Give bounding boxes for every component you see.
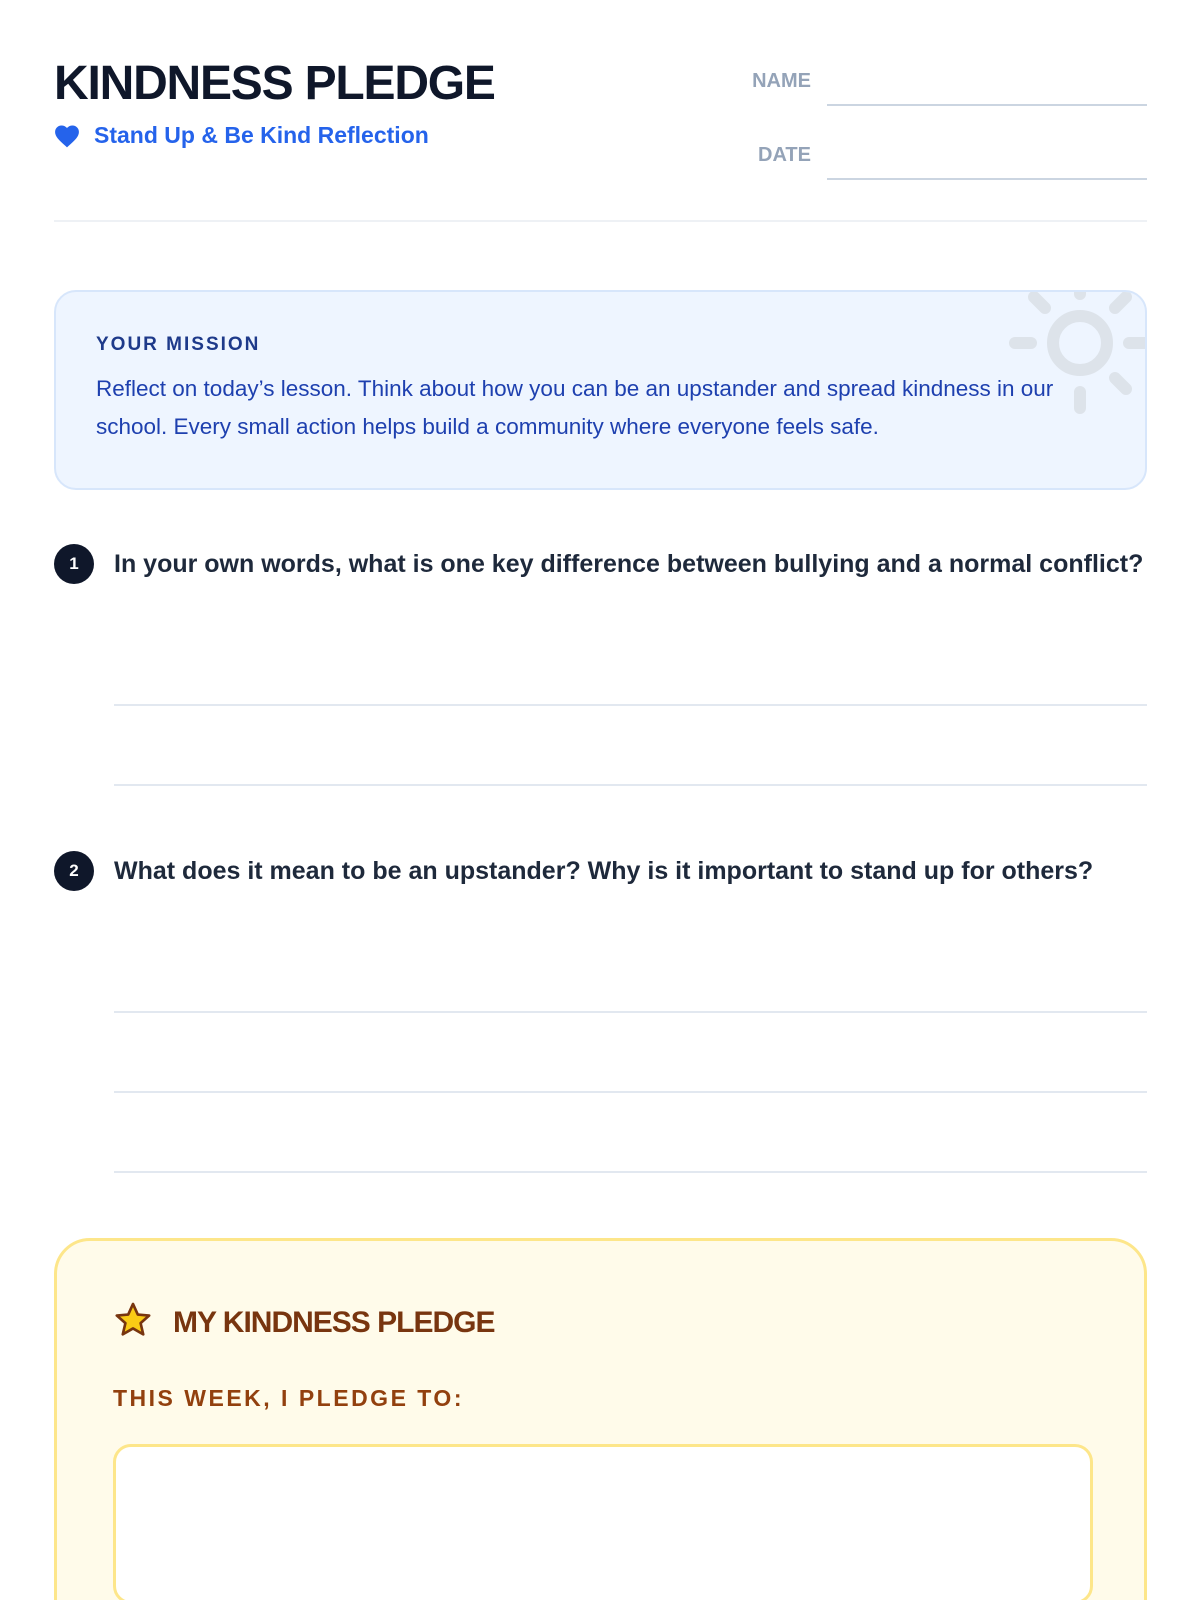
pledge-label: THIS WEEK, I PLEDGE TO:	[113, 1385, 464, 1411]
date-input[interactable]	[827, 132, 1147, 180]
name-label: NAME	[752, 70, 811, 92]
pledge-heading	[113, 1301, 495, 1344]
star-icon	[113, 1301, 153, 1344]
page-title: KINDNESS PLEDGE	[54, 57, 495, 110]
mission-box	[54, 290, 1147, 490]
name-field	[744, 58, 1147, 106]
pledge-title: MY KINDNESS PLEDGE	[173, 1305, 495, 1339]
mission-text: Reflect on today’s lesson. Think about how you can be an upstander and spread kindness in our school. Every small action helps build a community where everyone feels safe.	[96, 376, 1054, 439]
heart-icon	[54, 124, 80, 148]
page-subtitle	[54, 122, 429, 149]
answer-line-1[interactable]	[114, 704, 1147, 706]
answer-line-1[interactable]	[114, 1011, 1147, 1013]
date-field	[744, 132, 1147, 180]
question-number-badge: 1	[54, 544, 94, 584]
answer-line-2[interactable]	[114, 1091, 1147, 1093]
worksheet-header	[54, 0, 1147, 222]
answer-line-2[interactable]	[114, 784, 1147, 786]
answer-line-3[interactable]	[114, 1171, 1147, 1173]
question-number-badge: 2	[54, 851, 94, 891]
pledge-answer-box[interactable]	[113, 1444, 1093, 1600]
question-text: What does it mean to be an upstander? Why is it important to stand up for others?	[114, 857, 1094, 885]
date-label: DATE	[758, 144, 811, 166]
mission-heading: YOUR MISSION	[96, 334, 261, 355]
name-input[interactable]	[827, 58, 1147, 106]
subtitle-text: Stand Up & Be Kind Reflection	[94, 122, 429, 148]
kindness-pledge-box	[54, 1238, 1147, 1600]
question-text: In your own words, what is one key difference between bullying and a normal conflict?	[114, 550, 1144, 578]
